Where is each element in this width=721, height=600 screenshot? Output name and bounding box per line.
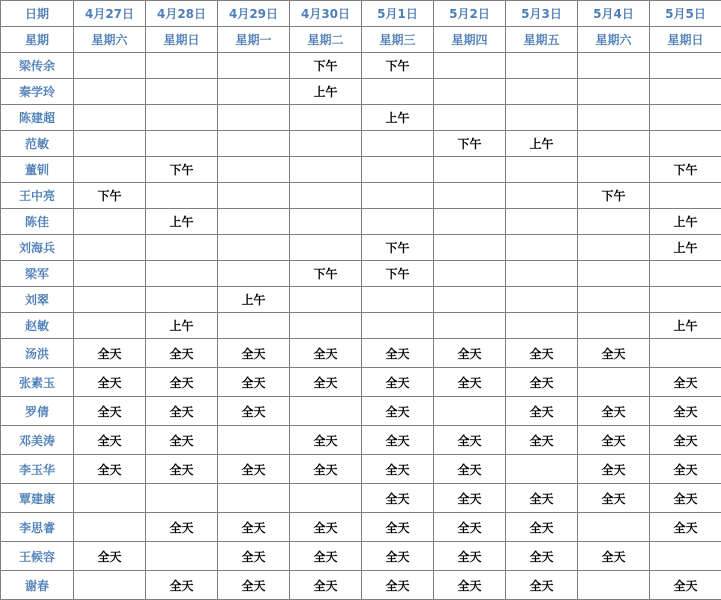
shift-cell — [146, 53, 218, 79]
shift-cell — [74, 261, 146, 287]
person-name-cell: 梁军 — [1, 261, 74, 287]
shift-cell — [74, 313, 146, 339]
person-name-cell: 邓美涛 — [1, 426, 74, 455]
shift-cell: 上午 — [650, 235, 721, 261]
shift-cell — [650, 105, 721, 131]
shift-cell — [362, 79, 434, 105]
person-name-cell: 刘翠 — [1, 287, 74, 313]
shift-cell — [218, 235, 290, 261]
weekday-header-row — [1, 27, 721, 53]
shift-cell: 全天 — [218, 368, 290, 397]
shift-cell — [290, 157, 362, 183]
shift-cell: 全天 — [362, 513, 434, 542]
shift-cell: 全天 — [650, 397, 721, 426]
shift-cell: 全天 — [218, 397, 290, 426]
shift-cell: 下午 — [362, 53, 434, 79]
person-name-cell: 陈建超 — [1, 105, 74, 131]
shift-cell: 全天 — [506, 426, 578, 455]
shift-cell — [362, 209, 434, 235]
shift-cell: 全天 — [290, 368, 362, 397]
shift-cell — [434, 313, 506, 339]
shift-cell — [146, 183, 218, 209]
shift-cell — [74, 53, 146, 79]
shift-cell: 全天 — [434, 426, 506, 455]
shift-cell — [290, 484, 362, 513]
shift-cell: 全天 — [74, 542, 146, 571]
shift-cell: 下午 — [146, 157, 218, 183]
shift-cell — [434, 209, 506, 235]
person-name-cell: 覃建康 — [1, 484, 74, 513]
shift-cell — [506, 209, 578, 235]
shift-cell: 全天 — [362, 484, 434, 513]
shift-cell — [650, 131, 721, 157]
person-name-cell: 李思睿 — [1, 513, 74, 542]
shift-cell: 上午 — [506, 131, 578, 157]
shift-cell — [218, 426, 290, 455]
shift-cell — [218, 53, 290, 79]
shift-cell: 全天 — [650, 571, 721, 600]
shift-cell: 全天 — [290, 339, 362, 368]
table-row — [1, 368, 721, 397]
shift-cell: 全天 — [290, 542, 362, 571]
shift-cell: 全天 — [578, 542, 650, 571]
shift-cell — [362, 287, 434, 313]
table-row — [1, 105, 721, 131]
shift-cell — [578, 287, 650, 313]
shift-cell — [74, 484, 146, 513]
shift-cell: 全天 — [506, 368, 578, 397]
shift-cell: 下午 — [578, 183, 650, 209]
shift-cell — [506, 53, 578, 79]
shift-cell — [434, 79, 506, 105]
shift-cell — [578, 571, 650, 600]
shift-cell: 下午 — [650, 157, 721, 183]
weekday-header-cell: 星期日 — [146, 27, 218, 53]
weekday-header-cell: 星期六 — [578, 27, 650, 53]
shift-cell: 全天 — [650, 455, 721, 484]
shift-cell — [578, 157, 650, 183]
shift-cell — [506, 287, 578, 313]
shift-cell: 全天 — [146, 397, 218, 426]
weekday-header-cell: 星期四 — [434, 27, 506, 53]
shift-cell: 全天 — [218, 542, 290, 571]
shift-cell: 上午 — [146, 313, 218, 339]
table-row — [1, 484, 721, 513]
shift-cell — [218, 157, 290, 183]
weekday-header-cell: 星期六 — [74, 27, 146, 53]
shift-cell: 下午 — [290, 261, 362, 287]
shift-cell: 全天 — [74, 397, 146, 426]
shift-cell: 全天 — [146, 571, 218, 600]
table-row — [1, 79, 721, 105]
person-name-cell: 范敏 — [1, 131, 74, 157]
person-name-cell: 梁传余 — [1, 53, 74, 79]
shift-cell — [290, 209, 362, 235]
table-row — [1, 235, 721, 261]
shift-cell — [146, 287, 218, 313]
shift-cell — [74, 235, 146, 261]
shift-cell — [74, 157, 146, 183]
shift-cell — [362, 157, 434, 183]
shift-cell: 全天 — [650, 513, 721, 542]
shift-cell — [218, 105, 290, 131]
shift-cell: 下午 — [362, 261, 434, 287]
shift-cell — [290, 183, 362, 209]
shift-cell: 全天 — [506, 339, 578, 368]
shift-cell — [506, 157, 578, 183]
weekday-header-cell: 星期一 — [218, 27, 290, 53]
shift-cell: 全天 — [290, 571, 362, 600]
shift-cell: 全天 — [218, 571, 290, 600]
shift-cell: 全天 — [218, 339, 290, 368]
shift-cell: 下午 — [290, 53, 362, 79]
date-label-cell: 日期 — [1, 1, 74, 27]
shift-cell — [74, 209, 146, 235]
date-header-cell: 5月3日 — [506, 1, 578, 27]
shift-cell — [650, 79, 721, 105]
shift-cell — [434, 183, 506, 209]
shift-cell: 全天 — [434, 455, 506, 484]
shift-cell: 全天 — [434, 484, 506, 513]
person-name-cell: 李玉华 — [1, 455, 74, 484]
person-name-cell: 王中亮 — [1, 183, 74, 209]
shift-cell: 全天 — [362, 368, 434, 397]
shift-cell — [434, 105, 506, 131]
shift-cell — [362, 131, 434, 157]
date-header-row — [1, 1, 721, 27]
table-row — [1, 131, 721, 157]
shift-cell: 下午 — [74, 183, 146, 209]
table-row — [1, 513, 721, 542]
shift-cell: 全天 — [362, 542, 434, 571]
shift-cell — [578, 235, 650, 261]
shift-cell — [578, 79, 650, 105]
shift-cell — [578, 209, 650, 235]
shift-cell — [74, 513, 146, 542]
person-name-cell: 罗倩 — [1, 397, 74, 426]
shift-cell — [290, 105, 362, 131]
table-row — [1, 397, 721, 426]
shift-cell — [146, 105, 218, 131]
date-header-cell: 4月30日 — [290, 1, 362, 27]
shift-cell — [434, 53, 506, 79]
shift-cell — [650, 287, 721, 313]
shift-cell — [650, 53, 721, 79]
shift-cell: 上午 — [218, 287, 290, 313]
shift-cell: 全天 — [146, 426, 218, 455]
shift-cell — [146, 235, 218, 261]
person-name-cell: 陈佳 — [1, 209, 74, 235]
person-name-cell: 赵敏 — [1, 313, 74, 339]
shift-cell — [434, 157, 506, 183]
shift-cell: 全天 — [506, 513, 578, 542]
shift-cell — [434, 287, 506, 313]
table-row — [1, 209, 721, 235]
shift-cell — [290, 287, 362, 313]
date-header-cell: 5月2日 — [434, 1, 506, 27]
shift-cell: 全天 — [362, 426, 434, 455]
person-name-cell: 谢春 — [1, 571, 74, 600]
shift-cell: 全天 — [578, 397, 650, 426]
shift-cell: 全天 — [362, 339, 434, 368]
shift-cell: 全天 — [74, 339, 146, 368]
shift-cell — [218, 79, 290, 105]
shift-cell — [362, 313, 434, 339]
shift-cell — [290, 235, 362, 261]
shift-cell: 全天 — [218, 513, 290, 542]
shift-cell — [506, 183, 578, 209]
shift-cell — [146, 484, 218, 513]
shift-cell: 全天 — [218, 455, 290, 484]
shift-cell: 全天 — [506, 571, 578, 600]
person-name-cell: 秦学玲 — [1, 79, 74, 105]
table-row — [1, 157, 721, 183]
shift-cell: 全天 — [74, 368, 146, 397]
shift-cell — [650, 542, 721, 571]
shift-cell — [650, 183, 721, 209]
shift-cell: 全天 — [290, 513, 362, 542]
shift-cell — [290, 131, 362, 157]
weekday-header-cell: 星期二 — [290, 27, 362, 53]
table-row — [1, 183, 721, 209]
table-row — [1, 261, 721, 287]
shift-cell — [218, 261, 290, 287]
shift-cell — [506, 79, 578, 105]
shift-cell: 全天 — [434, 513, 506, 542]
shift-cell: 全天 — [74, 455, 146, 484]
weekday-label-cell: 星期 — [1, 27, 74, 53]
shift-cell — [434, 235, 506, 261]
table-row — [1, 53, 721, 79]
shift-cell: 全天 — [578, 339, 650, 368]
shift-cell: 全天 — [650, 484, 721, 513]
table-row — [1, 455, 721, 484]
table-row — [1, 571, 721, 600]
shift-cell: 全天 — [434, 368, 506, 397]
shift-cell: 全天 — [506, 397, 578, 426]
shift-cell: 全天 — [578, 455, 650, 484]
table-row — [1, 313, 721, 339]
shift-cell — [506, 455, 578, 484]
table-row — [1, 426, 721, 455]
person-name-cell: 张素玉 — [1, 368, 74, 397]
shift-cell — [218, 484, 290, 513]
shift-cell — [74, 287, 146, 313]
shift-cell: 全天 — [578, 426, 650, 455]
shift-cell: 全天 — [146, 513, 218, 542]
table-row — [1, 542, 721, 571]
shift-cell: 上午 — [650, 209, 721, 235]
table-row — [1, 287, 721, 313]
shift-cell: 全天 — [362, 397, 434, 426]
person-name-cell: 王候容 — [1, 542, 74, 571]
shift-cell — [74, 571, 146, 600]
shift-cell — [578, 53, 650, 79]
shift-cell — [578, 105, 650, 131]
shift-cell — [362, 183, 434, 209]
shift-cell: 全天 — [290, 426, 362, 455]
date-header-cell: 4月29日 — [218, 1, 290, 27]
shift-cell — [218, 209, 290, 235]
date-header-cell: 4月27日 — [74, 1, 146, 27]
shift-cell — [146, 131, 218, 157]
shift-cell — [434, 397, 506, 426]
shift-cell: 全天 — [146, 339, 218, 368]
date-header-cell: 5月4日 — [578, 1, 650, 27]
shift-cell: 全天 — [578, 484, 650, 513]
schedule-body — [1, 1, 721, 600]
shift-cell — [578, 131, 650, 157]
shift-cell — [218, 183, 290, 209]
shift-cell — [74, 131, 146, 157]
shift-cell — [506, 261, 578, 287]
shift-cell: 全天 — [434, 542, 506, 571]
date-header-cell: 4月28日 — [146, 1, 218, 27]
shift-cell: 全天 — [650, 368, 721, 397]
shift-cell — [650, 339, 721, 368]
shift-cell — [578, 513, 650, 542]
shift-cell: 全天 — [506, 542, 578, 571]
table-row — [1, 339, 721, 368]
shift-cell: 上午 — [362, 105, 434, 131]
weekday-header-cell: 星期日 — [650, 27, 721, 53]
person-name-cell: 刘海兵 — [1, 235, 74, 261]
shift-cell — [506, 313, 578, 339]
shift-cell: 全天 — [290, 455, 362, 484]
shift-cell: 全天 — [506, 484, 578, 513]
shift-cell: 上午 — [290, 79, 362, 105]
weekday-header-cell: 星期五 — [506, 27, 578, 53]
shift-cell — [506, 105, 578, 131]
shift-cell — [146, 261, 218, 287]
shift-cell — [578, 313, 650, 339]
shift-cell: 上午 — [650, 313, 721, 339]
shift-cell: 上午 — [146, 209, 218, 235]
weekday-header-cell: 星期三 — [362, 27, 434, 53]
shift-cell: 全天 — [434, 571, 506, 600]
shift-cell — [290, 313, 362, 339]
shift-cell: 全天 — [362, 571, 434, 600]
shift-cell: 全天 — [146, 455, 218, 484]
person-name-cell: 董钏 — [1, 157, 74, 183]
shift-cell — [146, 542, 218, 571]
shift-cell — [578, 261, 650, 287]
shift-cell: 全天 — [146, 368, 218, 397]
shift-cell: 下午 — [434, 131, 506, 157]
shift-cell: 全天 — [650, 426, 721, 455]
shift-cell — [506, 235, 578, 261]
date-header-cell: 5月1日 — [362, 1, 434, 27]
shift-cell: 全天 — [362, 455, 434, 484]
shift-cell: 下午 — [362, 235, 434, 261]
shift-cell — [578, 368, 650, 397]
shift-cell — [74, 105, 146, 131]
shift-cell: 全天 — [434, 339, 506, 368]
person-name-cell: 汤洪 — [1, 339, 74, 368]
shift-cell — [650, 261, 721, 287]
shift-cell: 全天 — [74, 426, 146, 455]
shift-cell — [74, 79, 146, 105]
shift-cell — [218, 313, 290, 339]
date-header-cell: 5月5日 — [650, 1, 721, 27]
shift-cell — [434, 261, 506, 287]
shift-cell — [146, 79, 218, 105]
shift-cell — [218, 131, 290, 157]
shift-cell — [290, 397, 362, 426]
